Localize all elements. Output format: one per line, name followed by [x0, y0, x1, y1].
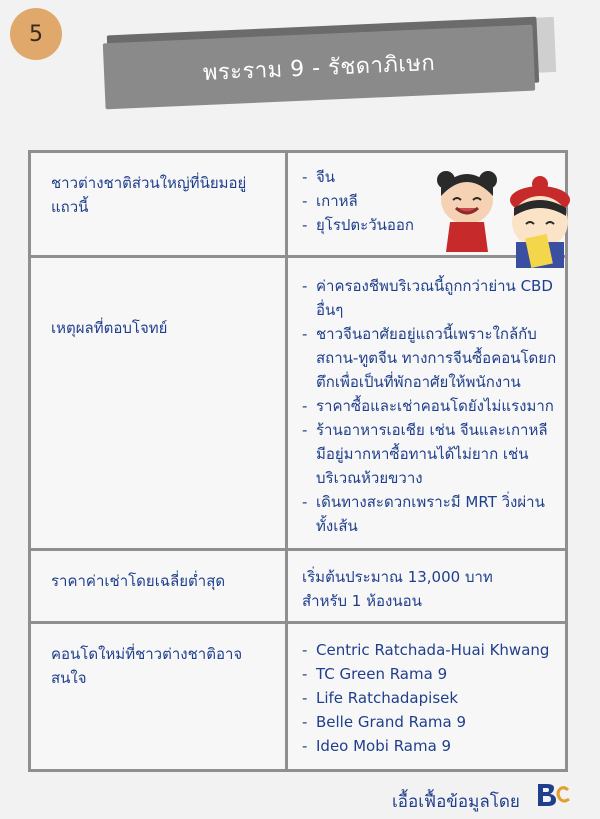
- list-item: - Life Ratchadapisek: [302, 686, 559, 710]
- list-item-text: ค่าครองชีพบริเวณนี้ถูกกว่าย่าน CBD อื่นๆ: [316, 277, 553, 319]
- section-number-badge: 5: [10, 8, 62, 60]
- list-item-text: ร้านอาหารเอเชีย เช่น จีนและเกาหลี มีอยู่มากหาซื้อทานได้ไม่ยาก เช่น บริเวณห้วยขวาง: [316, 421, 548, 487]
- list-item-text: เดินทางสะดวกเพราะมี MRT วิ่งผ่านทั้งเส้น: [316, 493, 545, 535]
- row-content: [288, 258, 565, 548]
- table-row-rent: [31, 551, 565, 621]
- footer-credit: เอื้อเฟื้อข้อมูลโดย: [392, 792, 520, 812]
- row-label-text: คอนโดใหม่ที่ชาวต่างชาติอาจสนใจ: [51, 645, 243, 687]
- list-item-text: ชาวจีนอาศัยอยู่แถวนี้เพราะใกล้กับสถาน-ทูตจีน ทางการจีนซื้อคอนโดยกตึกเพื่อเป็นที่พักอาศัยให้พนักงาน: [316, 325, 557, 391]
- list-item: - Belle Grand Rama 9: [302, 710, 559, 734]
- list-item-text: ราคาซื้อและเช่าคอนโดยังไม่แรงมาก: [316, 397, 554, 415]
- row-label: [31, 624, 288, 769]
- list-item: - Ideo Mobi Rama 9: [302, 734, 559, 758]
- row-content: [288, 624, 565, 769]
- list-item-text: Life Ratchadapisek: [316, 689, 459, 707]
- row-label: [31, 551, 288, 621]
- list-item-text: เกาหลี: [316, 192, 358, 210]
- list-item: - Centric Ratchada-Huai Khwang: [302, 638, 559, 662]
- rent-price-text: เริ่มต้นประมาณ 13,000 บาท: [302, 568, 493, 586]
- list-item: - ร้านอาหารเอเชีย เช่น จีนและเกาหลี มีอยู่มากหาซื้อทานได้ไม่ยาก เช่น บริเวณห้วยขวาง: [302, 418, 559, 490]
- list-item-text: Centric Ratchada-Huai Khwang: [316, 641, 550, 659]
- list-item-text: จีน: [316, 168, 336, 186]
- table-row-condos: [31, 624, 565, 769]
- list-item: - เดินทางสะดวกเพราะมี MRT วิ่งผ่านทั้งเส้น: [302, 490, 559, 538]
- list-item-text: ยุโรปตะวันออก: [316, 216, 414, 234]
- row-label: [31, 258, 288, 548]
- bc-logo-icon: [532, 780, 572, 810]
- list-item: - ชาวจีนอาศัยอยู่แถวนี้เพราะใกล้กับสถาน-ทูตจีน ทางการจีนซื้อคอนโดยกตึกเพื่อเป็นที่พักอาศัยให้พนักงาน: [302, 322, 559, 394]
- list-item-text: TC Green Rama 9: [316, 665, 448, 683]
- row-content: [288, 551, 565, 621]
- row-label-text: เหตุผลที่ตอบโจทย์: [51, 319, 168, 337]
- row-label: [31, 153, 288, 255]
- list-item-text: Belle Grand Rama 9: [316, 713, 467, 731]
- row-label-text: ชาวต่างชาติส่วนใหญ่ที่นิยมอยู่แถวนี้: [51, 174, 247, 216]
- list-item: - ยุโรปตะวันออก: [302, 213, 559, 237]
- page-title: พระราม 9 - รัชดาภิเษก: [202, 50, 436, 86]
- cartoon-characters-illustration: [428, 160, 578, 270]
- table-row-reasons: [31, 258, 565, 548]
- list-item: - TC Green Rama 9: [302, 662, 559, 686]
- list-item: - ราคาซื้อและเช่าคอนโดยังไม่แรงมาก: [302, 394, 559, 418]
- list-item: - จีน: [302, 165, 559, 189]
- list-item: - ค่าครองชีพบริเวณนี้ถูกกว่าย่าน CBD อื่นๆ: [302, 274, 559, 322]
- row-label-text: ราคาค่าเช่าโดยเฉลี่ยต่ำสุด: [51, 572, 226, 590]
- rent-room-text: สำหรับ 1 ห้องนอน: [302, 592, 422, 610]
- list-item: - เกาหลี: [302, 189, 559, 213]
- list-item-text: Ideo Mobi Rama 9: [316, 737, 452, 755]
